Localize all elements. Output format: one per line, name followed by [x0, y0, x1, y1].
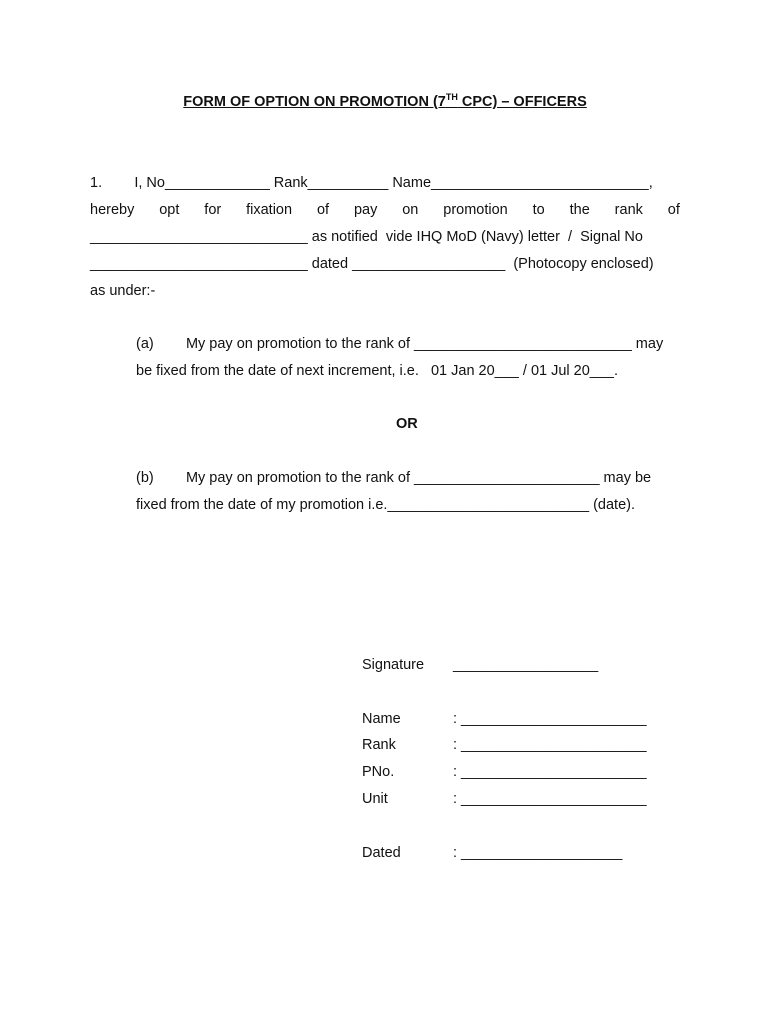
- pno-field: : _______________________: [453, 764, 647, 780]
- para1-line2-word: hereby: [90, 202, 135, 218]
- para1-line2-word: pay: [353, 202, 378, 218]
- dated-label: Dated: [362, 845, 401, 861]
- form-title: [0, 93, 770, 111]
- unit-field: : _______________________: [453, 791, 647, 807]
- signature-label: Signature: [362, 657, 425, 673]
- title-superscript: TH: [445, 92, 458, 103]
- para1-line2-word: promotion: [443, 202, 508, 218]
- para1-line2-word: on: [402, 202, 419, 218]
- option-b-line2: fixed from the date of my promotion i.e._________________________ (date).: [136, 497, 635, 513]
- para1-line1: 1. I, No_____________ Rank__________ Name___________________________,: [90, 175, 653, 191]
- para1-line2-word: fixation: [246, 202, 293, 218]
- signature-field: __________________: [453, 657, 599, 673]
- para1-line2-word: to: [532, 202, 545, 218]
- pno-label: PNo.: [362, 764, 395, 780]
- para1-line4: ___________________________ dated ___________________ (Photocopy enclosed): [90, 256, 654, 272]
- para1-line3: ___________________________ as notified vide IHQ MoD (Navy) letter / Signal No: [90, 229, 643, 245]
- rank-label: Rank: [362, 737, 396, 753]
- title-main: FORM OF OPTION ON PROMOTION (7: [183, 94, 446, 110]
- para1-line2: [90, 201, 680, 219]
- name-field: : _______________________: [453, 711, 647, 727]
- para1-line2-word: the: [569, 202, 590, 218]
- name-label: Name: [362, 711, 401, 727]
- rank-field: : _______________________: [453, 737, 647, 753]
- para1-line2-word: for: [204, 202, 222, 218]
- dated-field: : ____________________: [453, 845, 623, 861]
- para1-line2-word: of: [316, 202, 330, 218]
- para1-line5: as under:-: [90, 283, 156, 299]
- option-a-line2: be fixed from the date of next increment, i.e. 01 Jan 20___ / 01 Jul 20___.: [136, 363, 619, 379]
- para1-line2-word: rank: [614, 202, 643, 218]
- option-a-line1: (a) My pay on promotion to the rank of ___________________________ may: [136, 336, 664, 352]
- or-separator: OR: [396, 416, 418, 432]
- para1-line2-word: of: [667, 202, 680, 218]
- option-b-line1: (b) My pay on promotion to the rank of _______________________ may be: [136, 470, 652, 486]
- unit-label: Unit: [362, 791, 388, 807]
- title-end: CPC) – OFFICERS: [457, 94, 587, 110]
- para1-line2-word: opt: [159, 202, 180, 218]
